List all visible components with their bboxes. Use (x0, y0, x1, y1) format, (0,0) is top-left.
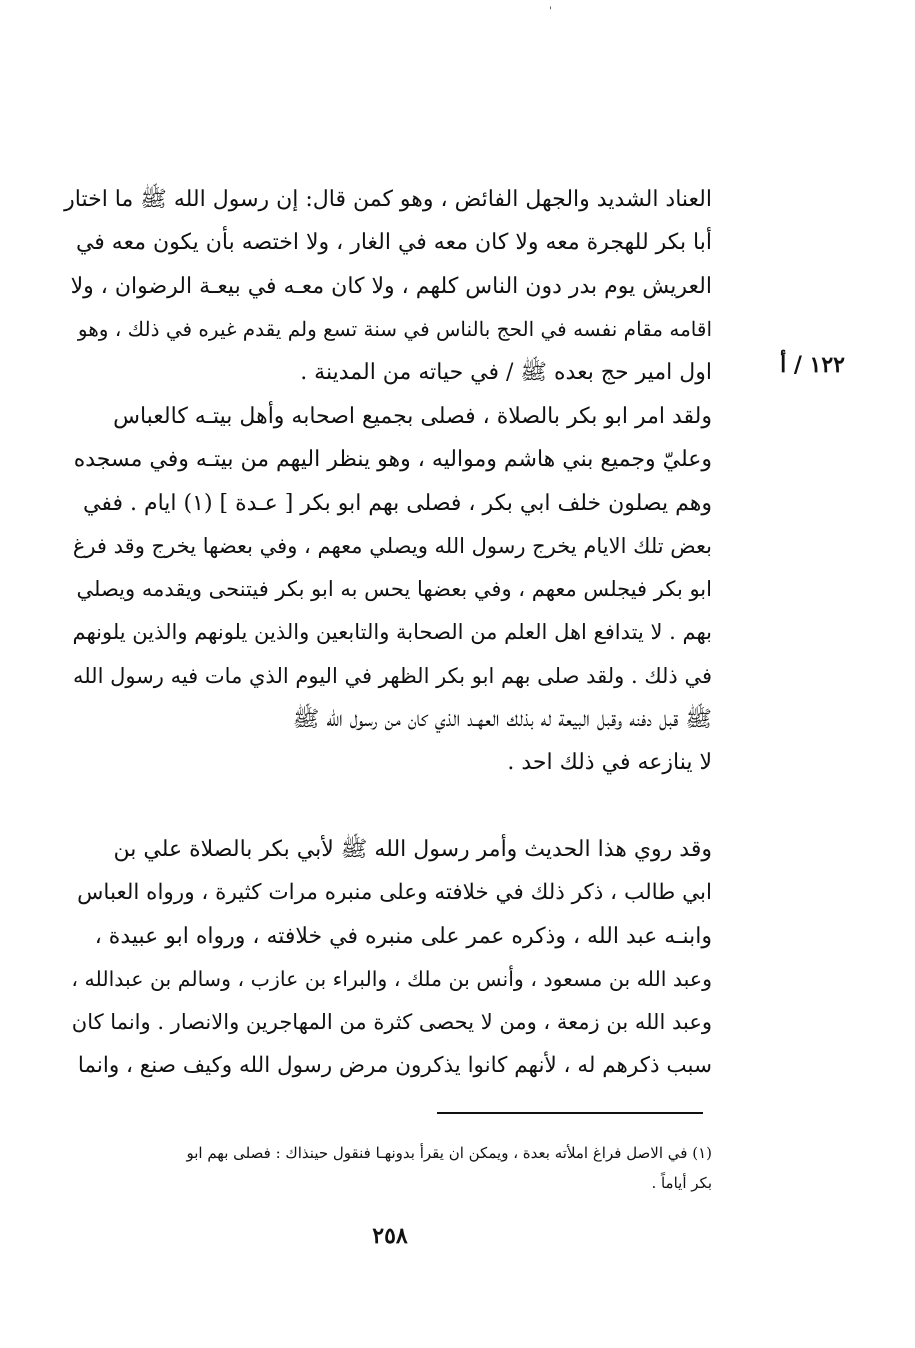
text-line: ﷺ قبل دفنه وقبل البيعة له بذلك العهـد الذي كان من رسول الله ﷺ (292, 707, 712, 733)
footnote (64, 1138, 712, 1198)
footnote-divider (437, 1112, 703, 1114)
text-line: وعبد الله بن زمعة ، ومن لا يحصى كثرة من المهاجرين والانصار . وانما كان (71, 1010, 712, 1035)
text-line: اول امير حج بعده ﷺ / في حياته من المدينة . (300, 360, 712, 386)
text-line: وقد روي هذا الحديث وأمر رسول الله ﷺ لأبي بكر بالصلاة علي بن (113, 837, 712, 862)
text-line: بهم . لا يتدافع اهل العلم من الصحابة والتابعين والذين يلونهم والذين يلونهم (72, 620, 712, 645)
text-line: وهم يصلون خلف ابي بكر ، فصلى بهم ابو بكر [ عـدة ] (١) ايام . ففي (83, 490, 712, 516)
text-line: وابنـه عبد الله ، وذكره عمر على منبره في خلافته ، ورواه ابو عبيدة ، (94, 923, 712, 949)
text-line: ولقد امر ابو بكر بالصلاة ، فصلى بجميع اصحابه وأهل بيتـه كالعباس (113, 404, 712, 429)
text-line: ابو بكر فيجلس معهم ، وفي بعضها يحس به ابو بكر فيتنحى ويقدمه ويصلي (76, 577, 712, 602)
text-line: سبب ذكرهم له ، لأنهم كانوا يذكرون مرض رسول الله وكيف صنع ، وانما (77, 1053, 712, 1079)
text-line: أبا بكر للهجرة معه ولا كان معه في الغار ، ولا اختصه بأن يكون معه في (75, 230, 712, 256)
margin-folio-note: ١٢٢ / أ (780, 352, 845, 378)
text-line: ابي طالب ، ذكر ذلك في خلافته وعلى منبره مرات كثيرة ، ورواه العباس (77, 880, 712, 906)
text-line: لا ينازعه في ذلك احد . (507, 750, 712, 776)
footnote-line: (١) في الاصل فراغ املأته بعدة ، ويمكن ان يقرأ بدونهـا فنقول حينذاك : فصلى بهم ابو (186, 1144, 712, 1162)
text-line: وعليّ وجميع بني هاشم ومواليه ، وهو ينظر اليهم من بيتـه وفي مسجده (73, 447, 712, 473)
paragraph-3 (64, 828, 712, 1088)
paragraph-1 (64, 178, 712, 394)
paragraph-2 (64, 395, 712, 785)
text-line: العناد الشديد والجهل الفائض ، وهو كمن قال: إن رسول الله ﷺ ما اختار (64, 187, 712, 212)
page-number: ٢٥٨ (372, 1223, 408, 1249)
text-line: العريش يوم بدر دون الناس كلهم ، ولا كان معـه في بيعـة الرضوان ، ولا (70, 273, 712, 299)
text-line: في ذلك . ولقد صلى بهم ابو بكر الظهر في اليوم الذي مات فيه رسول الله (72, 663, 712, 688)
text-line: اقامه مقام نفسه في الحج بالناس في سنة تسع ولم يقدم غيره في ذلك ، وهو (77, 316, 712, 341)
top-mark: ' (549, 6, 552, 17)
footnote-line: بكر أياماً . (651, 1174, 712, 1192)
text-line: بعض تلك الايام يخرج رسول الله ويصلي معهم ، وفي بعضها يخرج وقد فرغ (72, 533, 712, 558)
text-line: وعبد الله بن مسعود ، وأنس بن ملك ، والبراء بن عازب ، وسالم بن عبدالله ، (71, 966, 712, 991)
